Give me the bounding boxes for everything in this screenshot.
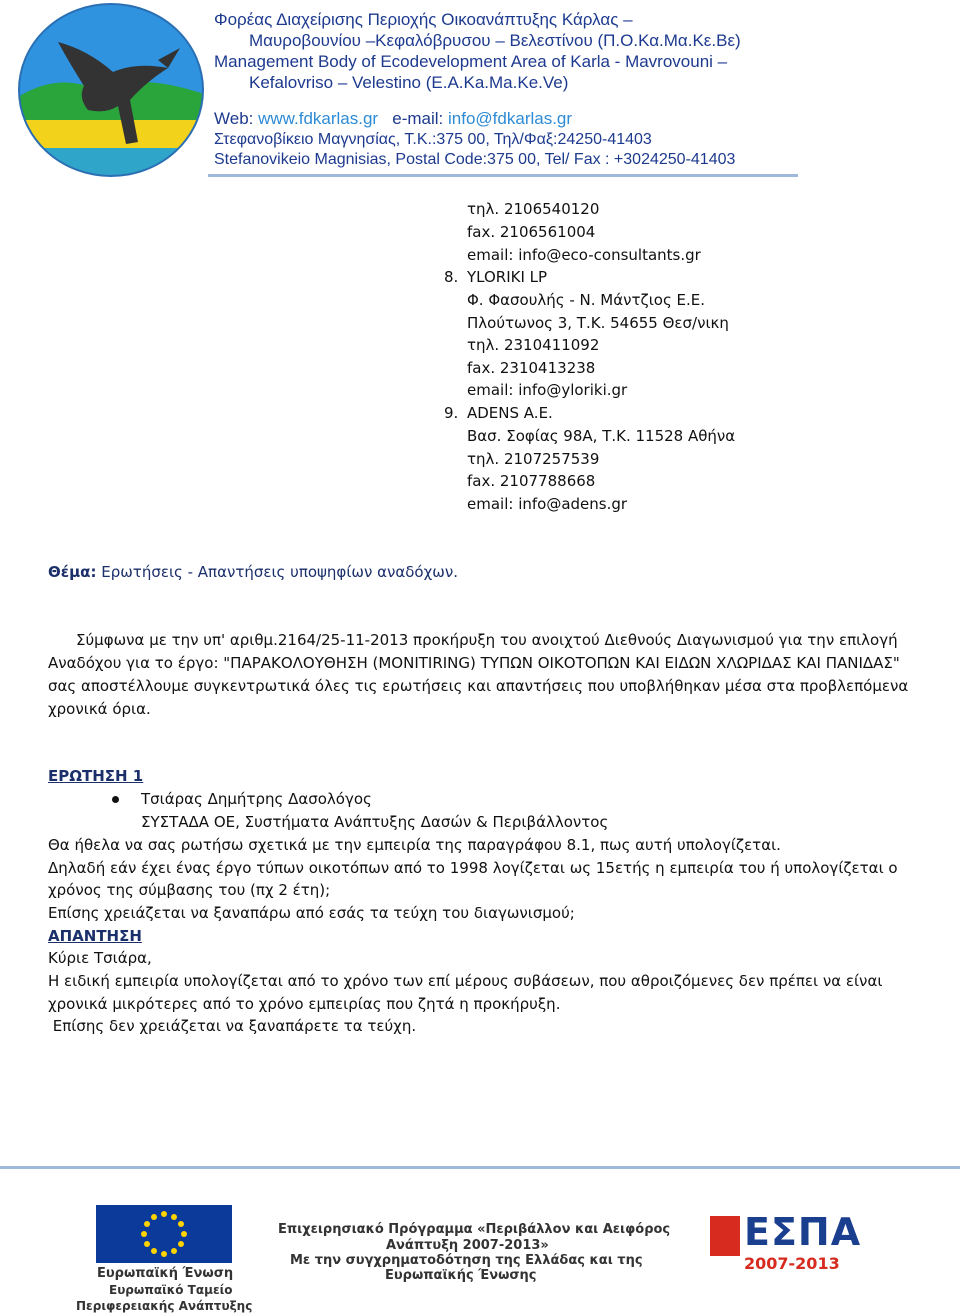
contact-line: τηλ. 2310411092 [467,336,600,354]
op-caption-4: Ευρωπαϊκής Ένωσης [385,1268,537,1283]
question-asker: Τσιάρας Δημήτρης Δασολόγος [141,790,372,808]
eu-caption-1: Ευρωπαϊκή Ένωση [97,1266,234,1281]
espa-logo-icon [710,1210,862,1276]
contact-line: Βασ. Σοφίας 98Α, Τ.Κ. 11528 Αθήνα [467,427,736,445]
subject-line [48,563,458,581]
op-caption-3: Με την συγχρηματοδότηση της Ελλάδας και της [290,1253,643,1268]
address-english: Stefanovikeio Magnisias, Postal Code:375 00, Tel/ Fax : +3024250-41403 [214,151,736,168]
contact-line: fax. 2310413238 [467,359,596,377]
bullet-icon [112,796,119,803]
espa-years: 2007-2013 [744,1254,840,1273]
answer-heading: ΑΠΑΝΤΗΣΗ [48,927,142,945]
contact-name: ADENS A.E. [467,404,553,422]
org-name-english-2: Kefalovriso – Velestino (E.A.Ka.Ma.Ke.Ve) [249,73,569,92]
question-heading: ΕΡΩΤΗΣΗ 1 [48,767,144,785]
espa-title: ΕΣΠΑ [744,1210,862,1254]
email-label: e-mail: [392,109,444,128]
subject-text: Ερωτήσεις - Απαντήσεις υποψηφίων αναδόχων. [101,563,458,581]
contact-line: email: info@yloriki.gr [467,381,628,399]
answer-line: Κύριε Τσιάρα, [48,949,152,967]
address-greek: Στεφανοβίκειο Μαγνησίας, Τ.Κ.:375 00, Τηλ/Φαξ:24250-41403 [214,131,652,148]
org-name-greek-1: Φορέας Διαχείρισης Περιοχής Οικοανάπτυξης Κάρλας – [214,10,633,29]
eu-caption-2: Ευρωπαϊκό Ταμείο [109,1283,233,1297]
list-number: 9. [444,404,459,422]
contact-line: τηλ. 2107257539 [467,450,600,468]
answer-line: Η ειδική εμπειρία υπολογίζεται από το χρόνο των επί μέρους συβάσεων, που αθροιζόμενες δεν πρέπει να είναι [48,972,883,990]
question-line: Θα ήθελα να σας ρωτήσω σχετικά με την εμπειρία της παραγράφου 8.1, πως αυτή υπολογίζεται. [48,836,781,854]
question-line: Δηλαδή εάν έχει ένας έργο τύπων οικοτόπων από το 1998 λογίζεται ως 15ετής η εμπειρία του ή υπολογίζεται ο [48,859,898,877]
intro-line: χρονικά όρια. [48,700,151,718]
contact-prev-fax: fax. 2106561004 [467,223,596,241]
header-divider [208,174,798,177]
contact-name: YLORIKI LP [467,268,548,286]
org-name-english-1: Management Body of Ecodevelopment Area of Karla - Mavrovouni – [214,52,728,71]
eu-caption-3: Περιφερειακής Ανάπτυξης [76,1299,253,1313]
footer-divider [0,1166,960,1169]
contact-prev-email: email: info@eco-consultants.gr [467,246,701,264]
eu-flag-icon [96,1205,232,1263]
question-line: χρόνος της σύμβασης του (πχ 2 έτη); [48,881,331,899]
contact-prev-tel: τηλ. 2106540120 [467,200,600,218]
contact-line: email: info@adens.gr [467,495,628,513]
bird-logo-icon [18,2,204,178]
question-company: ΣΥΣΤΑΔΑ ΟΕ, Συστήματα Ανάπτυξης Δασών & Περιβάλλοντος [141,813,609,831]
subject-label: Θέμα: [48,563,97,581]
espa-mark-icon [710,1216,740,1256]
contact-web-line [214,108,572,129]
contact-line: fax. 2107788668 [467,472,596,490]
contact-line: Φ. Φασουλής - Ν. Μάντζιος Ε.Ε. [467,291,706,309]
answer-line: χρονικά μικρότερες από το χρόνο εμπειρίας που ζητά η προκήρυξη. [48,995,561,1013]
intro-line: Σύμφωνα με την υπ' αριθμ.2164/25-11-2013 προκήρυξη του ανοιχτού Διεθνούς Διαγωνισμού για την επιλογή [76,631,898,649]
op-caption-2: Ανάπτυξη 2007-2013» [386,1238,549,1253]
intro-line: Αναδόχου για το έργο: "ΠΑΡΑΚΟΛΟΥΘΗΣΗ (MONITIRING) ΤΥΠΩΝ ΟΙΚΟΤΟΠΩΝ ΚΑΙ ΕΙΔΩΝ ΧΛΩΡΙΔΑΣ ΚΑΙ ΠΑΝΙΔΑΣ" [48,654,900,672]
answer-line: Επίσης δεν χρειάζεται να ξαναπάρετε τα τεύχη. [48,1017,417,1035]
letterhead [0,0,960,180]
org-name-greek-2: Μαυροβουνίου –Κεφαλόβρυσου – Βελεστίνου (Π.Ο.Κα.Μα.Κε.Βε) [249,31,741,50]
email-link[interactable]: info@fdkarlas.gr [448,109,573,128]
intro-line: σας αποστέλλουμε συγκεντρωτικά όλες τις ερωτήσεις και απαντήσεις που υποβλήθηκαν μέσα στα προβλεπόμενα [48,677,909,695]
op-caption-1: Επιχειρησιακό Πρόγραμμα «Περιβάλλον και Αειφόρος [278,1222,671,1237]
web-label: Web: [214,109,254,128]
web-link[interactable]: www.fdkarlas.gr [258,109,379,128]
question-line: Επίσης χρειάζεται να ξαναπάρω από εσάς τα τεύχη του διαγωνισμού; [48,904,575,922]
contact-line: Πλούτωνος 3, Τ.Κ. 54655 Θεσ/νικη [467,314,729,332]
list-number: 8. [444,268,459,286]
